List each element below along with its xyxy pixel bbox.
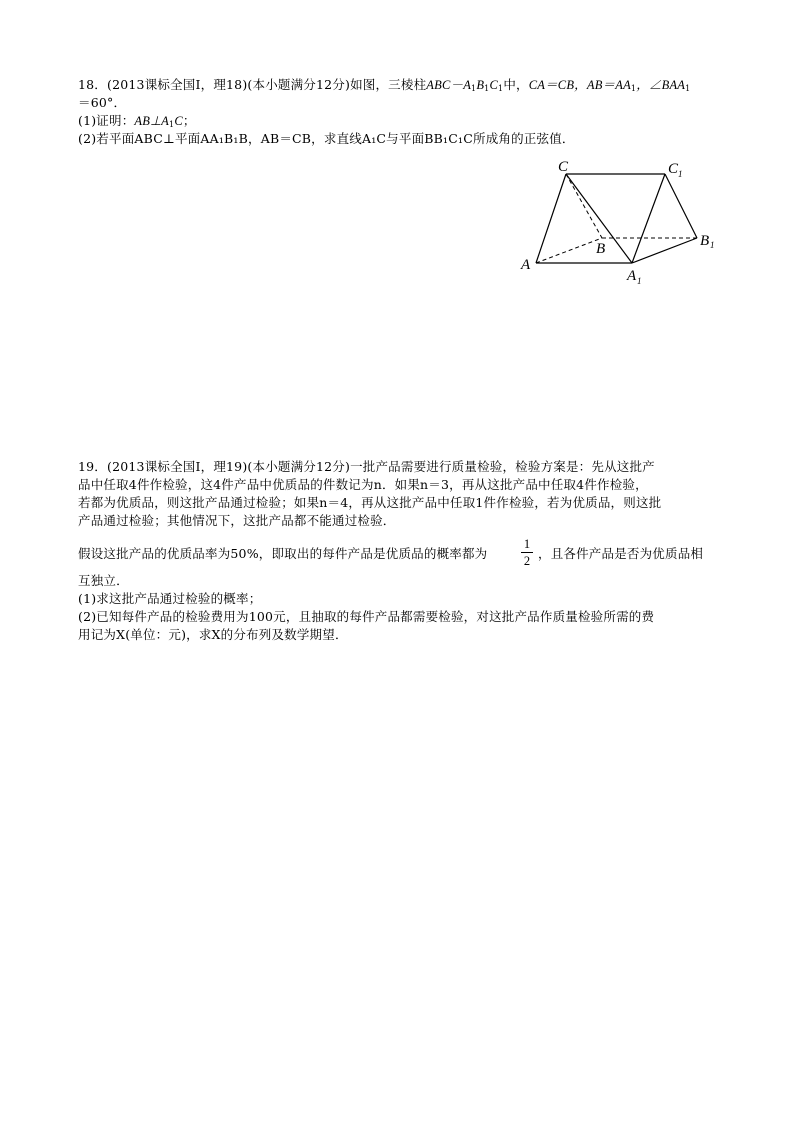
hidden-edge-c-b — [566, 174, 602, 238]
label-c1: C — [668, 161, 679, 177]
edge-a1-b1 — [632, 238, 697, 263]
q19-line-4: 产品通过检验；其他情况下，这批产品都不能通过检验． — [78, 513, 396, 528]
q18-prism-b: B — [476, 78, 485, 92]
q19-part-1: (1)求这批产品通过检验的概率； — [78, 591, 262, 606]
q19-line-5b: ，且各件产品是否为优质品相 — [538, 546, 704, 561]
q19-line-5a: 假设这批产品的优质品率为50%，即取出的每件产品是优质品的概率都为 — [78, 546, 488, 561]
q18-part-2: (2)若平面ABC⊥平面AA₁B₁B，AB＝CB，求直线A₁C与平面BB₁C₁C所成角的正弦值． — [78, 131, 575, 146]
label-a: A — [521, 257, 531, 273]
q18-part-1-end: ； — [182, 113, 196, 128]
q18-part-1-label: (1)证明： — [78, 113, 135, 128]
edge-c-a — [536, 174, 566, 263]
q18-mid: 中， — [503, 77, 529, 92]
fraction-one-half — [520, 536, 534, 569]
fraction-denominator: 2 — [523, 554, 531, 568]
label-a1: A — [627, 268, 637, 284]
q18-condition-1: CA＝CB，AB＝AA — [528, 78, 631, 92]
label-b: B — [596, 241, 606, 257]
label-c: C — [558, 159, 569, 175]
q18-line-2: ＝60°． — [78, 95, 127, 110]
q18-part-1-math2: C — [174, 114, 183, 128]
label-c1-sub: 1 — [678, 169, 683, 179]
q18-part-1: (1)证明：$AB\perp A_1C$； — [78, 113, 196, 129]
edge-c1-a1 — [632, 174, 665, 263]
fraction-numerator: 1 — [523, 537, 531, 551]
q18-prism-name: ABC－A — [426, 78, 472, 92]
label-a1-sub: 1 — [637, 276, 642, 286]
q18-condition-2: ，∠BAA — [636, 78, 686, 92]
edge-c1-b1 — [665, 174, 697, 238]
q19-part-2-line-2: 用记为X(单位：元)，求X的分布列及数学期望． — [78, 627, 348, 642]
q19-line-2: 品中任取4件作检验，这4件产品中优质品的件数记为n．如果n＝3，再从这批产品中任取4件作检验， — [78, 477, 648, 492]
q18-prism-c: C — [489, 78, 499, 92]
q19-part-2-line-1: (2)已知每件产品的检验费用为100元，且抽取的每件产品都需要检验，对这批产品作质量检验所需的费 — [78, 609, 655, 624]
q19-line-1: 19．(2013课标全国Ⅰ，理19)(本小题满分12分)一批产品需要进行质量检验，检验方案是：先从这批产 — [78, 459, 655, 474]
q19-line-3: 若都为优质品，则这批产品通过检验；如果n＝4，再从这批产品中任取1件作检验，若为优质品，则这批 — [78, 495, 662, 510]
label-b1: B — [700, 233, 710, 249]
hidden-edge-a-b — [536, 238, 602, 263]
prism-figure — [510, 150, 730, 290]
q18-part-1-math: AB⊥A — [134, 114, 170, 128]
q18-intro: 18．(2013课标全国Ⅰ，理18)(本小题满分12分)如图，三棱柱 — [78, 77, 427, 92]
q18-line-1: 18．(2013课标全国Ⅰ，理18)(本小题满分12分)如图，三棱柱$ABC-A_1B_1C_1$中，CA＝CB，$AB=AA_1$，$\angle BAA_1$ — [78, 77, 691, 93]
q19-line-6: 互独立． — [78, 573, 129, 588]
label-b1-sub: 1 — [710, 240, 715, 250]
